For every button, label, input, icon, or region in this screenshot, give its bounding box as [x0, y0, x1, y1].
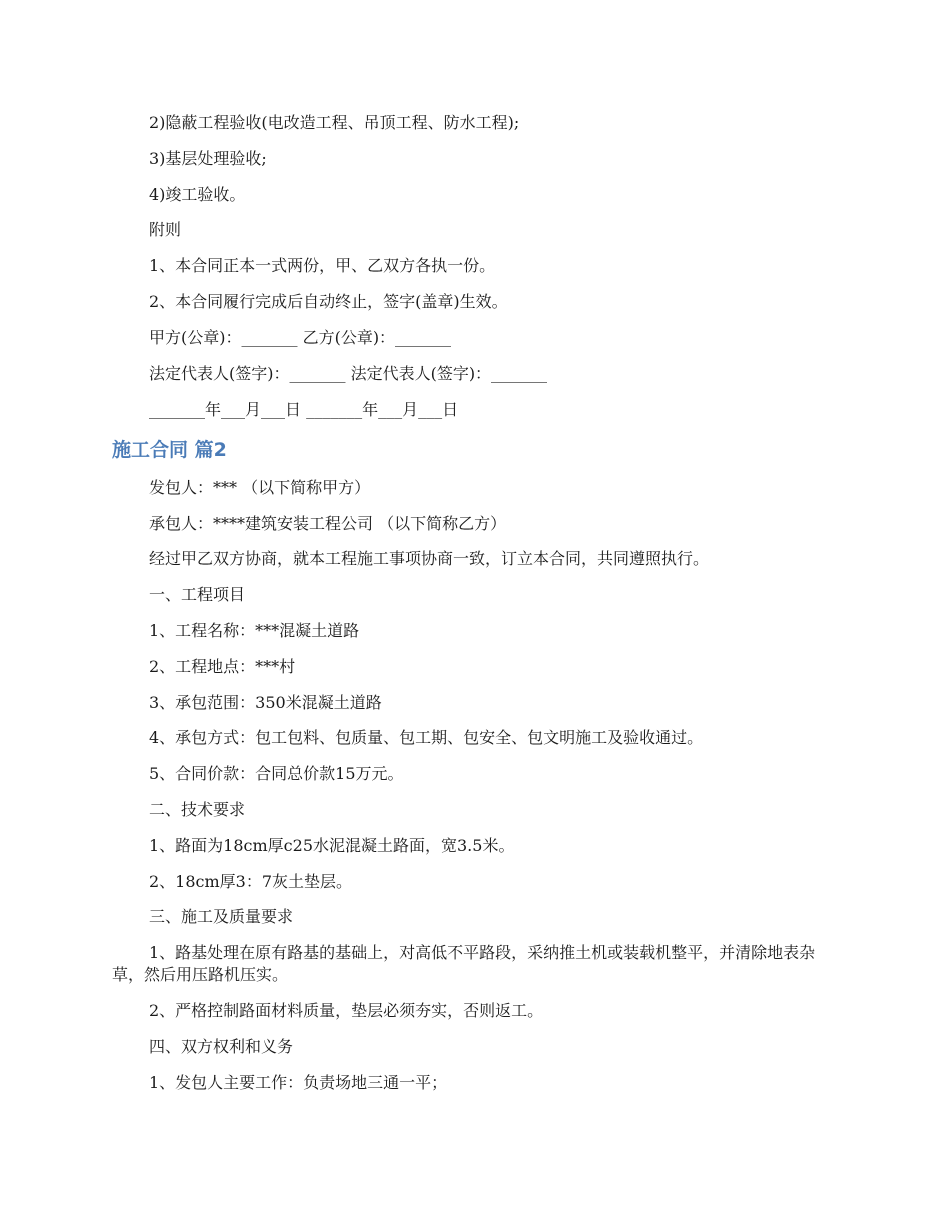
paragraph-employer: 发包人：*** （以下简称甲方）	[149, 478, 371, 497]
paragraph-section-technical: 二、技术要求	[149, 800, 246, 819]
signature-legal-representatives: 法定代表人(签字)：_______ 法定代表人(签字)：_______	[149, 364, 548, 383]
paragraph-section-rights: 四、双方权利和义务	[149, 1037, 294, 1056]
paragraph-subgrade-treatment: 1、路基处理在原有路基的基础上，对高低不平路段，采纳推土机或装载机整平，并清除地表杂草，然后用压路机压实。	[112, 943, 816, 984]
paragraph-project-name: 1、工程名称：***混凝土道路	[149, 621, 360, 640]
section-heading: 施工合同 篇2	[112, 439, 227, 461]
paragraph-completion-acceptance: 4)竣工验收。	[149, 185, 246, 204]
paragraph-project-location: 2、工程地点：***村	[149, 657, 296, 676]
paragraph-section-project: 一、工程项目	[149, 585, 246, 604]
paragraph-cushion-layer: 2、18cm厚3：7灰土垫层。	[149, 872, 353, 891]
paragraph-material-quality: 2、严格控制路面材料质量，垫层必须夯实，否则返工。	[149, 1001, 544, 1020]
paragraph-employer-duties: 1、发包人主要工作：负责场地三通一平；	[149, 1073, 448, 1092]
paragraph-section-quality: 三、施工及质量要求	[149, 907, 294, 926]
paragraph-appendix-item-1: 1、本合同正本一式两份，甲、乙双方各执一份。	[149, 256, 496, 275]
paragraph-base-treatment-acceptance: 3)基层处理验收;	[149, 149, 267, 168]
paragraph-contract-scope: 3、承包范围：350米混凝土道路	[149, 693, 382, 712]
signature-dates: _______年___月___日 _______年___月___日	[149, 400, 459, 419]
paragraph-road-surface: 1、路面为18cm厚c25水泥混凝土路面，宽3.5米。	[149, 836, 515, 855]
paragraph-contract-method: 4、承包方式：包工包料、包质量、包工期、包安全、包文明施工及验收通过。	[149, 728, 704, 747]
paragraph-contractor: 承包人：****建筑安装工程公司 （以下简称乙方）	[149, 514, 507, 533]
paragraph-appendix-item-2: 2、本合同履行完成后自动终止，签字(盖章)生效。	[149, 292, 508, 311]
paragraph-appendix-title: 附则	[149, 220, 182, 239]
signature-party-seals: 甲方(公章)：_______ 乙方(公章)：_______	[149, 328, 452, 347]
paragraph-hidden-works-acceptance: 2)隐蔽工程验收(电改造工程、吊顶工程、防水工程);	[149, 113, 520, 132]
paragraph-agreement-intro: 经过甲乙双方协商，就本工程施工事项协商一致，订立本合同，共同遵照执行。	[149, 549, 710, 568]
paragraph-contract-price: 5、合同价款：合同总价款15万元。	[149, 764, 404, 783]
